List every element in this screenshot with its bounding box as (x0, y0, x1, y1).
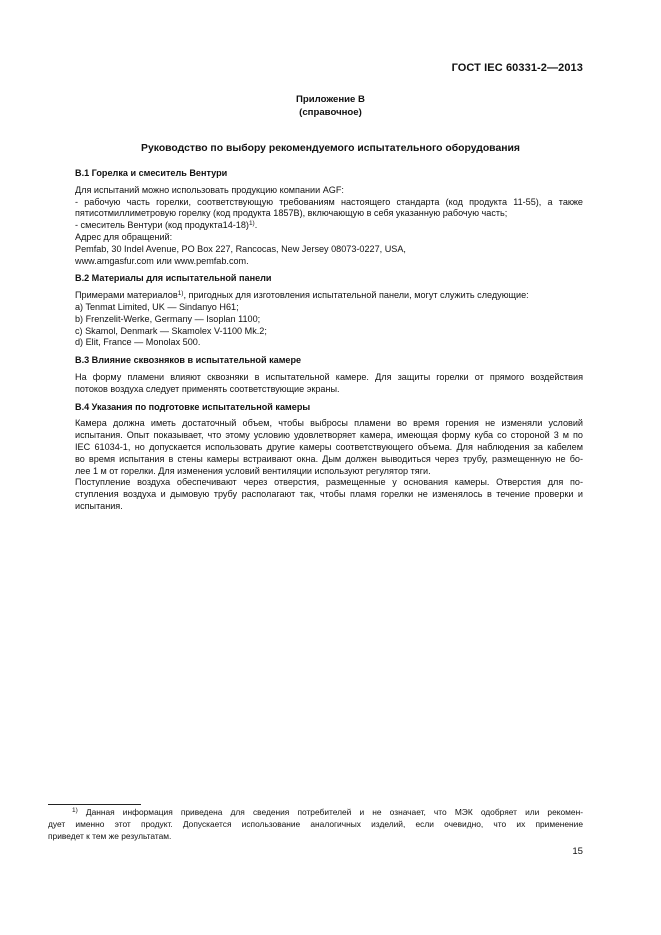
section-b3 (75, 355, 583, 395)
paragraph-line: пятисотмиллиметровую горелку (код продукта 1857В), включающую в себя указанную рабочую часть; (75, 208, 508, 219)
list-item: d) Elit, France — Monolax 500. (75, 337, 201, 348)
footnote-marker: 1) (72, 807, 78, 814)
paragraph-line: Адрес для обращений: (75, 231, 173, 242)
paragraph-line: Камера должна иметь достаточный объем, чтобы выбросы пламени во время горения не изменяли условий (75, 418, 583, 429)
section-b1 (75, 168, 583, 267)
paragraph-line: потоков воздуха следует применять соответствующие экраны. (75, 383, 340, 394)
paragraph-text: Примерами материалов (75, 290, 178, 301)
list-item: c) Skamol, Denmark — Skamolex V-1100 Mk.2; (75, 325, 267, 336)
list-item: b) Frenzelit-Werke, Germany — Isoplan 1100; (75, 313, 261, 324)
footnote-reference[interactable]: 1) (248, 220, 255, 228)
annex-type: (справочное) (299, 107, 362, 118)
section-b2 (75, 273, 583, 349)
standard-designation: ГОСТ IEC 60331-2—2013 (451, 62, 583, 74)
paragraph-line: На форму пламени влияют сквозняки в испытательной камере. Для защиты горелки от прямого воздействия (75, 371, 583, 382)
section-heading: В.1 Горелка и смеситель Вентури (75, 168, 228, 178)
paragraph-line: Поступление воздуха обеспечивают через отверстия, размещенные у основания камеры. Отверстия для по- (75, 477, 583, 488)
footnote-reference[interactable]: 1) (177, 290, 184, 298)
footnote-text: Данная информация приведена для сведения потребителей и не означает, что МЭК одобряет или рекомен- (85, 807, 583, 817)
list-item: a) Tenmat Limited, UK — Sindanyo H61; (75, 301, 239, 312)
website-line: www.amgasfur.com или www.pemfab.com. (75, 255, 249, 266)
page-title: Руководство по выбору рекомендуемого испытательного оборудования (141, 143, 520, 154)
paragraph-text: - смеситель Вентури (код продукта14-18) (75, 220, 249, 231)
footnote-line: приведет к тем же результатам. (48, 831, 172, 842)
footnote (48, 806, 583, 843)
footnote-divider (48, 804, 141, 805)
paragraph-line: во время испытания в стены камеры встраивают окна. Дым должен выводиться через трубу, размещенную не бо- (75, 453, 583, 464)
page-number: 15 (572, 846, 583, 857)
paragraph-line: ступления воздуха и дымовую трубу располагают так, чтобы пламя горелки не изменялось в течение проверки и (75, 489, 583, 500)
footnote-line: дует именно этот продукт. Допускается использование аналогичных изделий, если очевидно, что их применение (48, 819, 583, 830)
section-heading: В.4 Указания по подготовке испытательной камеры (75, 401, 311, 412)
paragraph-line: лее 1 м от горелки. Для изменения условий вентиляции используют регулятор тяги. (75, 465, 431, 476)
section-heading: В.3 Влияние сквозняков в испытательной камере (75, 355, 302, 366)
section-b4 (75, 402, 583, 513)
address-line: Pemfab, 30 Indel Avenue, PO Box 227, Rancocas, New Jersey 08073-0227, USA, (75, 243, 406, 254)
paragraph-line (75, 290, 583, 302)
paragraph-line: Для испытаний можно использовать продукцию компании AGF: (75, 184, 344, 195)
paragraph-line: - рабочую часть горелки, соответствующую требованиям настоящего стандарта (код продукта 11-55), а также (75, 196, 583, 207)
paragraph-line: испытания. Опыт показывает, что этому условию удовлетворяет камера, имеющая форму куба со стороной 3 м по (75, 430, 583, 441)
footnote-line (48, 806, 583, 818)
paragraph-text: . (254, 220, 258, 231)
document-body (75, 168, 583, 519)
paragraph-line: испытания. (75, 500, 123, 511)
paragraph-line: IEC 61034-1, но допускается использовать другие камеры соответствующего объема. Для наблюдения за кабелем (75, 441, 583, 452)
annex-heading (0, 93, 661, 119)
paragraph-text: , пригодных для изготовления испытательной панели, могут служить следующие: (183, 290, 529, 301)
annex-title: Приложение В (296, 94, 365, 105)
section-heading: В.2 Материалы для испытательной панели (75, 273, 272, 284)
paragraph-line (75, 220, 583, 232)
